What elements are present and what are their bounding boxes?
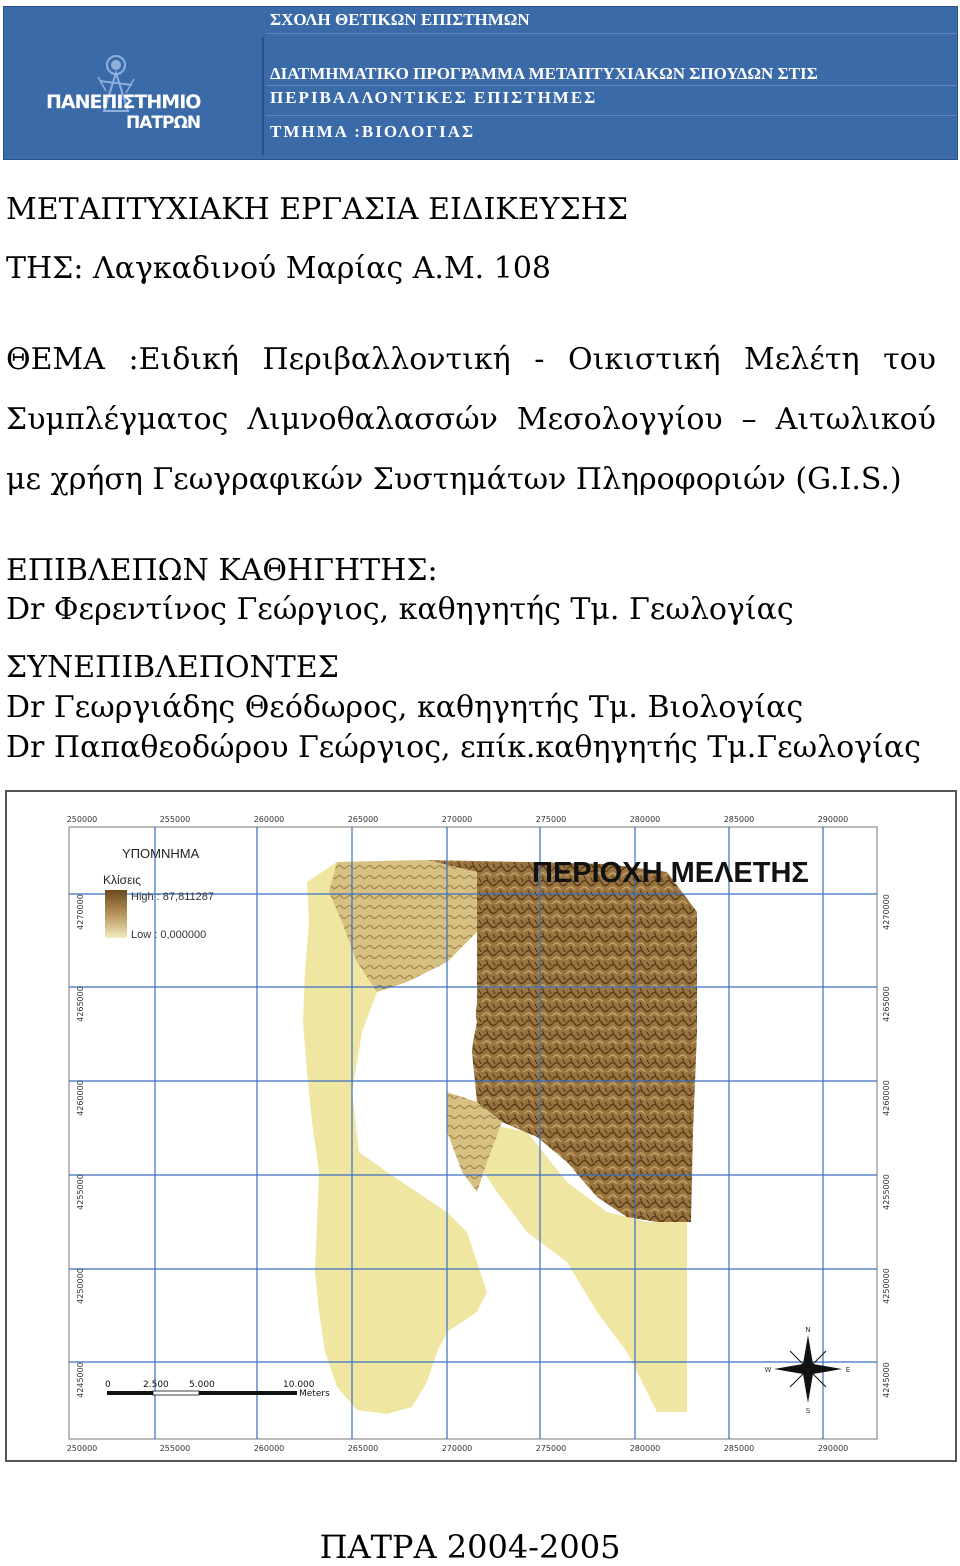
cosupervisor-2: Dr Παπαθεοδώρου Γεώργιος, επίκ.καθηγητής Τμ.Γεωλογίας — [6, 730, 921, 765]
thesis-title-line-3: με χρήση Γεωγραφικών Συστημάτων Πληροφοριών (G.I.S.) — [6, 462, 902, 497]
x-tick-top: 285000 — [723, 815, 755, 824]
x-tick-top: 280000 — [629, 815, 661, 824]
cosupervisors-label: ΣΥΝΕΠΙΒΛΕΠΟΝΤΕΣ — [6, 650, 339, 685]
title-word: Συμπλέγματος — [6, 402, 229, 437]
compass-n: N — [805, 1326, 811, 1334]
school-name: ΣΧΟΛΗ ΘΕΤΙΚΩΝ ΕΠΙΣΤΗΜΩΝ — [270, 10, 530, 29]
supervisor-name: Dr Φερεντίνος Γεώργιος, καθηγητής Τμ. Γεωλογίας — [6, 592, 794, 627]
title-word: Αιτωλικού — [775, 402, 936, 437]
y-tick-left: 4245000 — [76, 1362, 85, 1398]
scale-segment — [107, 1391, 153, 1395]
y-tick-right: 4265000 — [882, 986, 891, 1022]
compass-s: S — [805, 1407, 811, 1415]
scale-label: 2.500 — [143, 1380, 169, 1390]
thesis-title-line-1 — [6, 342, 936, 377]
x-tick-top: 260000 — [253, 815, 285, 824]
title-word: Οικιστική — [567, 342, 721, 377]
y-tick-left: 4265000 — [76, 986, 85, 1022]
x-tick-top: 250000 — [66, 815, 98, 824]
compass-w: W — [764, 1366, 772, 1374]
thesis-type: ΜΕΤΑΠΤΥΧΙΑΚΗ ΕΡΓΑΣΙΑ ΕΙΔΙΚΕΥΣΗΣ — [6, 192, 629, 227]
y-tick-left: 4260000 — [76, 1080, 85, 1116]
y-tick-right: 4255000 — [882, 1174, 891, 1210]
x-tick-bottom: 285000 — [723, 1444, 755, 1453]
supervisor-label: ΕΠΙΒΛΕΠΩΝ ΚΑΘΗΓΗΤΗΣ: — [6, 553, 438, 588]
banner-separator — [262, 37, 264, 155]
x-tick-bottom: 250000 — [66, 1444, 98, 1453]
x-tick-top: 270000 — [441, 815, 473, 824]
x-tick-top: 290000 — [817, 815, 849, 824]
y-tick-left: 4250000 — [76, 1268, 85, 1304]
logo-text-university: ΠΑΝΕΠΙΣΤΗΜΙΟ — [46, 91, 201, 113]
title-word: Περιβαλλοντική — [262, 342, 511, 377]
thesis-title-line-2 — [6, 402, 936, 437]
banner-rule-lower — [266, 115, 957, 116]
header-banner — [3, 6, 958, 160]
x-tick-bottom: 280000 — [629, 1444, 661, 1453]
university-logo — [4, 7, 262, 159]
logo-text-city: ΠΑΤΡΩΝ — [126, 113, 201, 133]
y-tick-right: 4260000 — [882, 1080, 891, 1116]
title-word: - — [534, 342, 545, 377]
title-word: – — [741, 402, 757, 437]
program-line-2: ΠΕΡΙΒΑΛΛΟΝΤΙΚΕΣ ΕΠΙΣΤΗΜΕΣ — [270, 88, 598, 107]
scale-label: 10.000 — [283, 1380, 315, 1390]
study-area-map — [5, 790, 957, 1462]
cosupervisor-1: Dr Γεωργιάδης Θεόδωρος, καθηγητής Τμ. Βιολογίας — [6, 690, 804, 725]
x-tick-bottom: 265000 — [347, 1444, 379, 1453]
x-tick-top: 265000 — [347, 815, 379, 824]
legend-subtitle: Κλίσεις — [103, 873, 141, 887]
x-tick-top: 275000 — [535, 815, 567, 824]
x-tick-bottom: 260000 — [253, 1444, 285, 1453]
y-tick-left: 4255000 — [76, 1174, 85, 1210]
title-word: Μεσολογγίου — [516, 402, 723, 437]
x-tick-bottom: 270000 — [441, 1444, 473, 1453]
title-word: :Ειδική — [128, 342, 239, 377]
y-tick-right: 4245000 — [882, 1362, 891, 1398]
x-tick-bottom: 255000 — [159, 1444, 191, 1453]
map-title: ΠΕΡΙΟΧΗ ΜΕΛΕΤΗΣ — [532, 857, 809, 889]
legend-title: ΥΠΟΜΝΗΜΑ — [122, 846, 200, 861]
y-tick-left: 4270000 — [76, 894, 85, 930]
legend-high: High : 87,811287 — [131, 891, 214, 903]
scale-label: 0 — [105, 1380, 111, 1390]
department-name: ΤΜΗΜΑ :ΒΙΟΛΟΓΙΑΣ — [270, 122, 476, 141]
banner-rule-middle — [266, 85, 957, 86]
scale-segment — [153, 1391, 199, 1395]
x-tick-bottom: 290000 — [817, 1444, 849, 1453]
footer-place-year: ΠΑΤΡΑ 2004-2005 — [319, 1528, 621, 1566]
banner-rule-top — [266, 33, 957, 34]
thesis-author: ΤΗΣ: Λαγκαδινού Μαρίας Α.Μ. 108 — [6, 251, 552, 286]
program-line-1: ΔΙΑΤΜΗΜΑΤΙΚΟ ΠΡΟΓΡΑΜΜΑ ΜΕΤΑΠΤΥΧΙΑΚΩΝ ΣΠΟΥΔΩΝ ΣΤΙΣ — [270, 64, 818, 83]
scale-label: 5.000 — [189, 1380, 215, 1390]
scale-segment — [199, 1391, 297, 1395]
legend-low: Low : 0,000000 — [131, 929, 207, 941]
y-tick-right: 4250000 — [882, 1268, 891, 1304]
compass-e: E — [845, 1366, 851, 1374]
x-tick-top: 255000 — [159, 815, 191, 824]
map-canvas — [7, 792, 955, 1460]
title-word: του — [883, 342, 936, 377]
x-tick-bottom: 275000 — [535, 1444, 567, 1453]
legend-color-ramp — [105, 890, 127, 938]
scale-unit: Meters — [299, 1389, 330, 1399]
title-word: Λιμνοθαλασσών — [247, 402, 498, 437]
title-word: Μελέτη — [744, 342, 860, 377]
y-tick-right: 4270000 — [882, 894, 891, 930]
title-word: ΘΕΜΑ — [6, 342, 105, 377]
